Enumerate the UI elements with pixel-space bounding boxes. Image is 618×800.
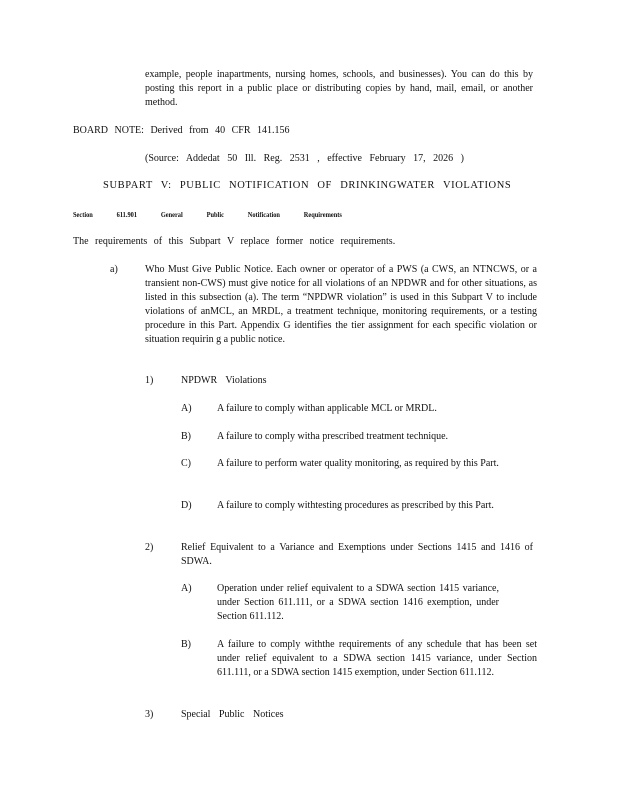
section-number: 611.901 bbox=[116, 210, 138, 219]
item-2-label: 2) bbox=[145, 542, 154, 553]
item-3-label: 3) bbox=[145, 709, 154, 720]
item-2a-text: Operation under relief equivalent to a SDWA section 1415 variance, under Section 611.111, or a SDWA section 1416 exemption, under Section 611.112. bbox=[217, 583, 499, 622]
item-1a-label: A) bbox=[181, 403, 192, 414]
item-2-text: Relief Equivalent to a Variance and Exemptions under Sections 1415 and 1416 of SDWA. bbox=[181, 542, 533, 567]
section-title-word: Notification bbox=[247, 210, 280, 219]
section-title-word: Requirements bbox=[303, 210, 342, 219]
source-note: (Source: Addedat 50 Ill. Reg. 2531 , effective February 17, 2026 ) bbox=[145, 153, 464, 164]
section-title-word: Public bbox=[206, 210, 224, 219]
item-1c-text: A failure to perform water quality monitoring, as required by this Part. bbox=[217, 458, 499, 469]
item-a-label: a) bbox=[110, 264, 118, 275]
section-heading bbox=[73, 208, 366, 222]
item-2b-label: B) bbox=[181, 639, 191, 650]
board-note: BOARD NOTE: Derived from 40 CFR 141.156 bbox=[73, 125, 290, 136]
item-1a-text: A failure to comply withan applicable MCL or MRDL. bbox=[217, 403, 437, 414]
item-1c-label: C) bbox=[181, 458, 191, 469]
requirements-intro: The requirements of this Subpart V replace former notice requirements. bbox=[73, 236, 396, 247]
section-label: Section bbox=[73, 210, 93, 219]
item-1b-text: A failure to comply witha prescribed treatment technique. bbox=[217, 431, 449, 442]
item-1-label: 1) bbox=[145, 375, 154, 386]
item-a-text: Who Must Give Public Notice. Each owner or operator of a PWS (a CWS, an NTNCWS, or a transient non-CWS) must give notice for all violations of an NPDWR and for other situations, as listed in this subsection (a). The term “NPDWR violation” is used in this Subpart V to include violations of anMCL, an MRDL, a treatment technique, monitoring requirements, or a testing procedure in this Part. Appendix G identifies the tier assignment for each specific violation or situation requirin g a public notice. bbox=[145, 264, 537, 345]
item-2b-text: A failure to comply withthe requirements of any schedule that has been set under relief equivalent to a SDWA section 1415 variance, under Section 611.111, or a SDWA section 1415 exemption, under Section 611.112. bbox=[217, 639, 537, 678]
item-1d-label: D) bbox=[181, 500, 192, 511]
item-3-text: Special Public Notices bbox=[181, 709, 284, 720]
item-1-text: NPDWR Violations bbox=[181, 375, 267, 386]
item-2a-label: A) bbox=[181, 583, 192, 594]
section-title-word: General bbox=[160, 210, 183, 219]
intro-continuation: example, people inapartments, nursing homes, schools, and businesses). You can do this by posting this report in a public place or distributing copies by hand, mail, email, or another method. bbox=[145, 69, 533, 108]
item-1d-text: A failure to comply withtesting procedures as prescribed by this Part. bbox=[217, 500, 494, 511]
subpart-heading: SUBPART V: PUBLIC NOTIFICATION OF DRINKINGWATER VIOLATIONS bbox=[103, 180, 512, 191]
item-1b-label: B) bbox=[181, 431, 191, 442]
